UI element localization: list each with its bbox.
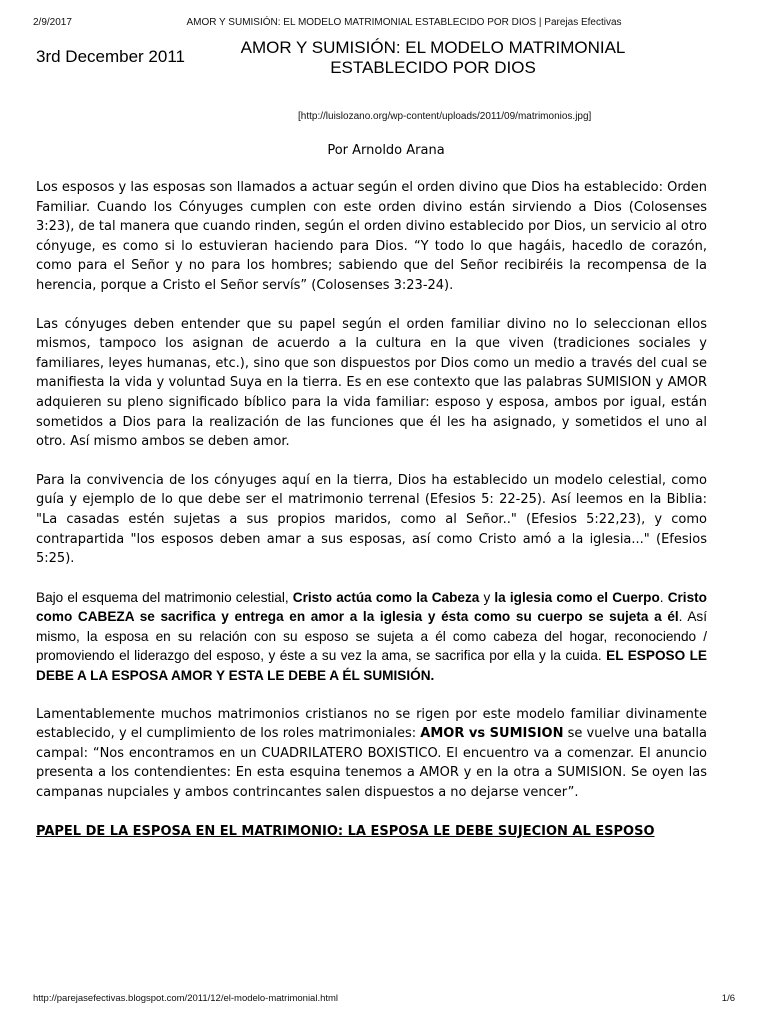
print-page-number: 1/6: [721, 993, 735, 1004]
p4-bold-3: Cristo como CABEZA se sacrifica y entrega en amor a la iglesia y ésta como su cuerpo se sujeta a él: [36, 589, 707, 625]
p4-text-4: . Así mismo, la esposa en su relación con su esposo se sujeta a él como cabeza del hogar, reconociendo / promoviendo el liderazgo del esposo, y éste a su vez la ama, se sacrifica por ella y la cuida.: [36, 609, 707, 664]
post-title-line-2: ESTABLECIDO POR DIOS: [330, 58, 536, 77]
post-title-line-1: AMOR Y SUMISIÓN: EL MODELO MATRIMONIAL: [240, 38, 626, 57]
image-link[interactable]: [http://luislozano.org/wp-content/uploads/2011/09/matrimonios.jpg]: [298, 111, 592, 122]
p5-text-2: se vuelve una batalla campal: “Nos encontramos en un CUADRILATERO BOXISTICO. El encuentro va a comenzar. El anuncio presenta a los contendientes: En esta esquina tenemos a AMOR y en la otra a SUMISION. Se oyen las campanas nupciales y ambos contrincantes salen dispuestos a no dejarse vencer”.: [36, 726, 707, 801]
paragraph-2: Las cónyuges deben entender que su papel según el orden familiar divino no lo seleccionan ellos mismos, tampoco los asignan de acuerdo a la cultura en la que viven (tradiciones sociales y familiares, leyes humanas, etc.), sino que son dispuestos por Dios como un medio a través del cual se manifiesta la vida y voluntad Suya en la tierra. Es en ese contexto que las palabras SUMISION y AMOR adquieren su pleno significado bíblico para la vida familiar: esposo y esposa, ambos por igual, están sometidos a Dios para la realización de las funciones que él les ha asignado, y sometidos el uno al otro. Así mismo ambos se deben amor.: [36, 316, 707, 450]
p5-bold-1: AMOR vs SUMISION: [420, 726, 564, 742]
post-date: 3rd December 2011: [36, 47, 185, 66]
section-heading: PAPEL DE LA ESPOSA EN EL MATRIMONIO: LA ESPOSA LE DEBE SUJECION AL ESPOSO: [36, 823, 655, 839]
print-url: http://parejasefectivas.blogspot.com/2011/12/el-modelo-matrimonial.html: [33, 993, 339, 1004]
article-body: [36, 178, 707, 842]
paragraph-4: [36, 588, 707, 686]
print-header: [33, 17, 735, 31]
author-byline: Por Arnoldo Arana: [327, 143, 445, 158]
p4-text-1: Bajo el esquema del matrimonio celestial,: [36, 589, 293, 605]
paragraph-1: Los esposos y las esposas son llamados a actuar según el orden divino que Dios ha establecido: Orden Familiar. Cuando los Cónyuges cumplen con este orden divino están sirviendo a Dios (Colosenses 3:23), de tal manera que cuando rinden, según el orden divino establecido por Dios, un servicio al otro cónyuge, es como si lo estuvieran haciendo para Dios. “Y todo lo que hagáis, hacedlo de corazón, como para el Señor y no para los hombres; sabiendo que del Señor recibiréis la recompensa de la herencia, porque a Cristo el Señor servís” (Colosenses 3:23-24).: [36, 180, 707, 293]
p4-text-2: y: [479, 589, 495, 605]
post-title: [210, 38, 656, 78]
p4-text-3: .: [659, 589, 668, 605]
paragraph-5: [36, 705, 707, 803]
p5-text-1: Lamentablemente muchos matrimonios cristianos no se rigen por este modelo familiar divinamente establecido, y el cumplimiento de los roles matrimoniales:: [36, 706, 707, 742]
p4-bold-4: EL ESPOSO LE DEBE A LA ESPOSA AMOR Y ESTA LE DEBE A ÉL SUMISIÓN.: [36, 648, 707, 684]
p4-bold-2: la iglesia como el Cuerpo: [494, 589, 660, 605]
print-page-title: AMOR Y SUMISIÓN: EL MODELO MATRIMONIAL ESTABLECIDO POR DIOS | Parejas Efectivas: [186, 17, 622, 28]
print-date: 2/9/2017: [33, 17, 72, 28]
p4-bold-1: Cristo actúa como la Cabeza: [292, 589, 480, 605]
paragraph-3: Para la convivencia de los cónyuges aquí en la tierra, Dios ha establecido un modelo celestial, como guía y ejemplo de lo que debe ser el matrimonio terrenal (Efesios 5: 22-25). Así leemos en la Biblia: "La casadas estén sujetas a sus propios maridos, como al Señor.." (Efesios 5:22,23), y como contrapartida "los esposos deben amar a sus esposas, así como Cristo amó a la iglesia..." (Efesios 5:25).: [36, 472, 707, 567]
print-footer: [33, 993, 735, 1007]
